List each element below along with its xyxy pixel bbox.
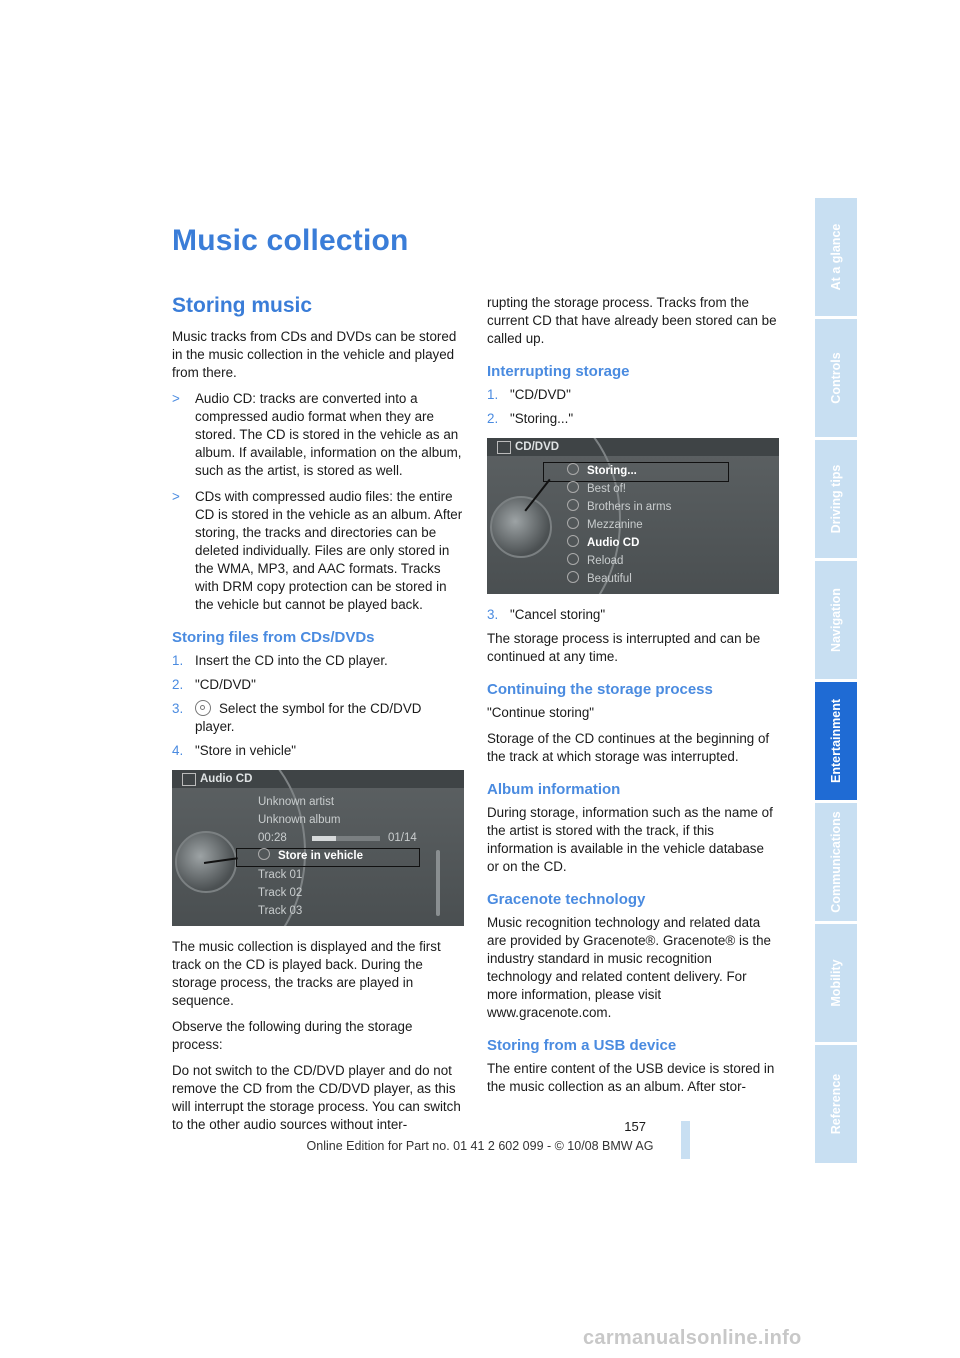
tab-entertainment[interactable]: Entertainment [815, 682, 857, 800]
step-text: "Store in vehicle" [195, 743, 297, 758]
step-item [487, 606, 779, 624]
disc-icon [567, 553, 579, 565]
step-item [172, 742, 464, 760]
watermark: carmanualsonline.info [583, 1327, 802, 1349]
bullet-marker: > [172, 391, 180, 406]
bullet-item [172, 488, 464, 614]
bullet-text: CDs with compressed audio files: the entire CD is stored in the vehicle as an album. After storing, the tracks and directories can be deleted individually. Files are only stored in the WMA, MP3, and AAC formats. Tracks with DRM copy protection can be stored in the vehicle but cannot be played back. [195, 489, 463, 612]
track-item[interactable]: Track 03 [258, 905, 303, 917]
step-item [487, 386, 779, 404]
step-number: 2. [487, 411, 499, 426]
right-column [487, 294, 779, 1104]
store-icon [258, 848, 270, 860]
tab-communications[interactable]: Communications [815, 803, 857, 921]
controller-knob [490, 496, 552, 558]
store-in-vehicle-item[interactable]: Store in vehicle [258, 848, 363, 865]
subheading-storing-files: Storing files from CDs/DVDs [172, 629, 375, 646]
disc-icon [567, 499, 579, 511]
step-item [487, 410, 779, 428]
disc-icon [567, 535, 579, 547]
step-number: 2. [172, 677, 184, 692]
paragraph: Storage of the CD continues at the beginning of the track at which storage was interrupted. [487, 731, 770, 764]
paragraph: During storage, information such as the name of the artist is stored with the track, if this information is available in the vehicle database or on the CD. [487, 805, 773, 874]
bullet-item [172, 390, 464, 480]
chapter-tabs [815, 198, 857, 1166]
album-label: Unknown album [258, 814, 341, 826]
time-label: 00:28 [258, 832, 287, 844]
artist-label: Unknown artist [258, 796, 335, 808]
step-number: 3. [172, 701, 184, 716]
disc-icon [567, 481, 579, 493]
menu-item[interactable]: Reload [567, 553, 623, 570]
step-text: "Cancel storing" [510, 607, 606, 622]
audio-cd-screen [172, 770, 464, 926]
menu-item[interactable]: Brothers in arms [567, 499, 671, 516]
page-title: Music collection [172, 224, 409, 257]
menu-item[interactable]: Audio CD [567, 535, 639, 552]
step-text: Insert the CD into the CD player. [195, 653, 388, 668]
screen-header: CD/DVD [487, 438, 779, 456]
menu-item[interactable]: Best of! [567, 481, 626, 498]
bullet-marker: > [172, 489, 180, 504]
tab-at-a-glance[interactable]: At a glance [815, 198, 857, 316]
page-number: 157 [624, 1119, 646, 1134]
step-number: 4. [172, 743, 184, 758]
tab-reference[interactable]: Reference [815, 1045, 857, 1163]
track-item[interactable]: Track 02 [258, 887, 303, 899]
step-number: 1. [172, 653, 184, 668]
disc-icon [567, 463, 579, 475]
intro-paragraph: Music tracks from CDs and DVDs can be stored in the music collection in the vehicle and played from there. [172, 329, 457, 380]
step-text: Select the symbol for the CD/DVD player. [195, 701, 422, 734]
command-text: "Continue storing" [487, 705, 595, 720]
footer-text: Online Edition for Part no. 01 41 2 602 099 - © 10/08 BMW AG [306, 1139, 654, 1153]
left-column [172, 294, 464, 1142]
step-number: 3. [487, 607, 499, 622]
tab-mobility[interactable]: Mobility [815, 924, 857, 1042]
step-text: "CD/DVD" [510, 387, 571, 402]
subheading-gracenote: Gracenote technology [487, 891, 646, 908]
paragraph: Music recognition technology and related data are provided by Gracenote®. Gracenote® is the industry standard in music recognition technology and related content delivery. For more information, please visit www.gracenote.com. [487, 915, 771, 1020]
storing-item[interactable]: Storing... [567, 463, 637, 480]
step-item [172, 700, 464, 736]
step-item [172, 676, 464, 694]
paragraph: Observe the following during the storage process: [172, 1019, 413, 1052]
menu-item[interactable]: Mezzanine [567, 517, 643, 534]
track-item[interactable]: Track 01 [258, 869, 303, 881]
paragraph: The music collection is displayed and the first track on the CD is played back. During the storage process, the tracks are played in sequence. [172, 939, 441, 1008]
section-heading-storing-music: Storing music [172, 294, 313, 317]
paragraph: The storage process is interrupted and can be continued at any time. [487, 631, 761, 664]
paragraph: Do not switch to the CD/DVD player and do not remove the CD from the CD/DVD player, as this will interrupt the storage process. You can switch to the other audio sources without inter- [172, 1063, 461, 1132]
subheading-usb: Storing from a USB device [487, 1037, 677, 1054]
disc-icon [567, 571, 579, 583]
subheading-interrupting: Interrupting storage [487, 363, 630, 380]
continuation-paragraph: rupting the storage process. Tracks from the current CD that have already been stored can be called up. [487, 295, 777, 346]
progress-fill [312, 836, 336, 841]
tab-controls[interactable]: Controls [815, 319, 857, 437]
subheading-album-information: Album information [487, 781, 621, 798]
track-count: 01/14 [388, 832, 417, 844]
step-text: "CD/DVD" [195, 677, 256, 692]
subheading-continuing: Continuing the storage process [487, 681, 713, 698]
step-text: "Storing..." [510, 411, 574, 426]
cd-dvd-player-icon [195, 700, 211, 716]
tab-navigation[interactable]: Navigation [815, 561, 857, 679]
menu-item[interactable]: Beautiful [567, 571, 632, 588]
disc-icon [567, 517, 579, 529]
cd-dvd-screen [487, 438, 779, 594]
step-item [172, 652, 464, 670]
screen-header: Audio CD [172, 770, 464, 788]
bullet-text: Audio CD: tracks are converted into a compressed audio format when they are stored. The CD is stored in the vehicle as an album. If available, information on the album, such as the artist, is stored as well. [195, 391, 462, 478]
step-number: 1. [487, 387, 499, 402]
scrollbar[interactable] [436, 850, 440, 916]
paragraph: The entire content of the USB device is stored in the music collection as an album. After stor- [487, 1061, 775, 1094]
tab-driving-tips[interactable]: Driving tips [815, 440, 857, 558]
